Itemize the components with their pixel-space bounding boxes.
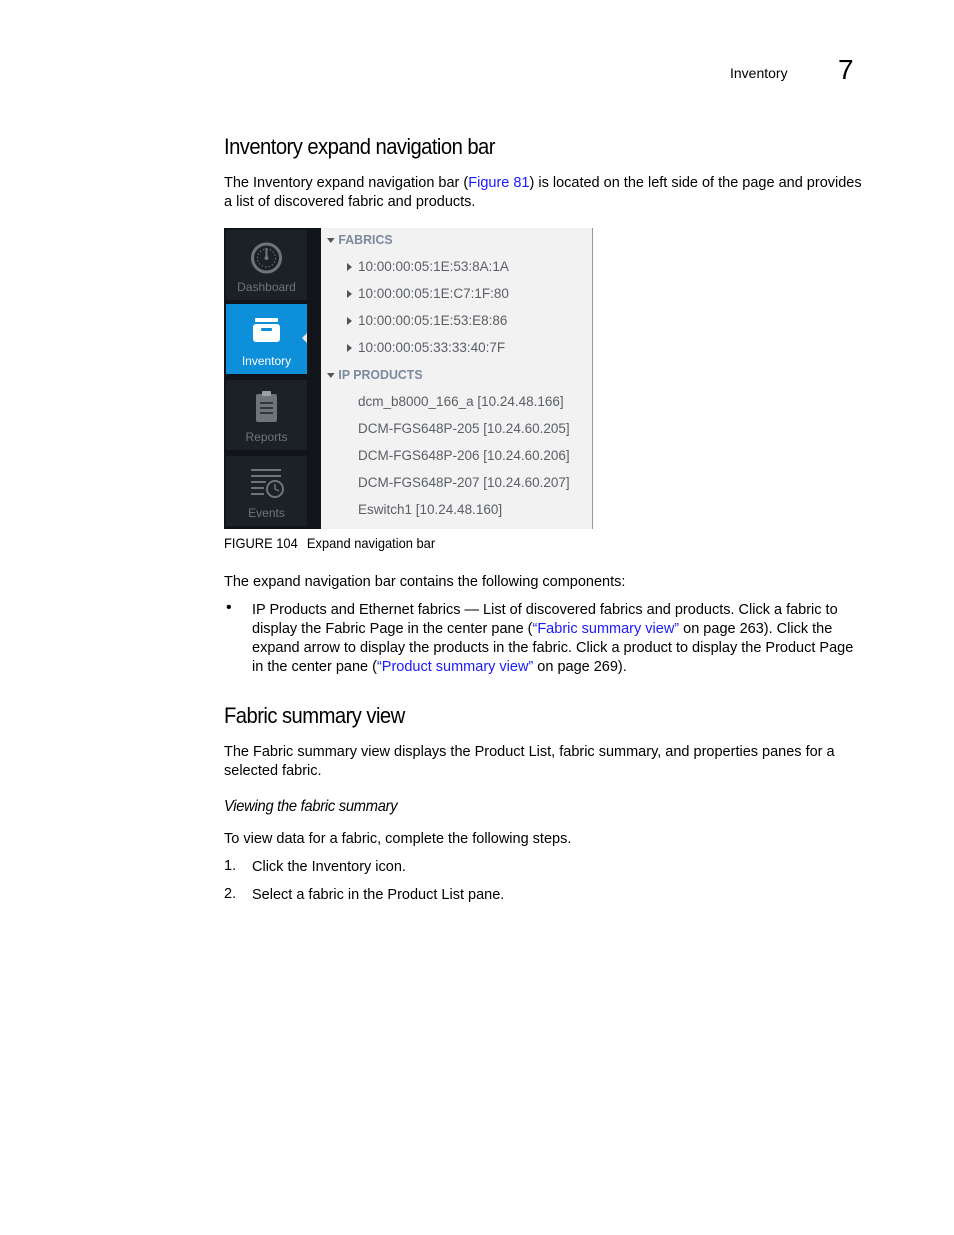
- expand-right-icon: [347, 344, 352, 352]
- clipboard-icon: [226, 388, 307, 424]
- section2-line1: The Fabric summary view displays the Product List, fabric summary, and properties panes for a: [224, 744, 835, 760]
- bullet-line3: expand arrow to display the products in the fabric. Click a product to display the Product Page: [252, 640, 854, 656]
- fabric-summary-view-link[interactable]: “Fabric summary view”: [532, 621, 680, 637]
- list-clock-icon: [226, 464, 307, 500]
- product-tree: [321, 228, 593, 529]
- tree-item-product[interactable]: DCM-FGS648P-206 [10.24.60.206]: [358, 448, 570, 463]
- step-text: Select a fabric in the Product List pane.: [252, 887, 505, 903]
- expand-right-icon: [347, 290, 352, 298]
- tree-item-product[interactable]: Eswitch1 [10.24.48.160]: [358, 502, 503, 517]
- nav-inventory[interactable]: [226, 304, 307, 374]
- ip-products-label: IP PRODUCTS: [338, 367, 423, 382]
- section-title-inventory-nav: Inventory expand navigation bar: [224, 134, 495, 159]
- intro-text-post: ) is located on the left side of the page and provides: [529, 175, 862, 191]
- tree-group-fabrics[interactable]: [327, 232, 393, 247]
- nav-dashboard-label: Dashboard: [237, 280, 296, 294]
- nav-reports-label: Reports: [245, 430, 288, 444]
- tree-item-fabric[interactable]: [347, 313, 507, 328]
- bullet-line4-post: on page 269).: [533, 659, 627, 675]
- bullet-line4-pre: in the center pane (: [252, 659, 377, 675]
- fabric-wwn: 10:00:00:05:33:33:40:7F: [358, 340, 506, 355]
- nav-dashboard[interactable]: [226, 230, 307, 300]
- gauge-icon: [226, 238, 307, 274]
- nav-events-label: Events: [248, 506, 285, 520]
- tree-group-ip-products[interactable]: [327, 367, 423, 382]
- bullet-dot: •: [226, 599, 232, 616]
- bullet-text: [252, 601, 882, 677]
- bullet-line1: IP Products and Ethernet fabrics — List of discovered fabrics and products. Click a fabric to: [252, 602, 838, 618]
- fabric-wwn: 10:00:00:05:1E:53:E8:86: [358, 313, 508, 328]
- step-number: 1.: [224, 858, 237, 874]
- nav-reports[interactable]: [226, 380, 307, 450]
- bullet-line2-pre: display the Fabric Page in the center pane (: [252, 621, 533, 637]
- caption-label: FIGURE 104: [224, 535, 298, 551]
- running-header-section: Inventory: [730, 65, 788, 81]
- caption-text: Expand navigation bar: [306, 535, 436, 551]
- inventory-box-icon: [226, 312, 307, 348]
- subsection-title: Viewing the fabric summary: [224, 798, 398, 815]
- section2-intro: [224, 743, 874, 781]
- tree-item-product[interactable]: dcm_b8000_166_a [10.24.48.166]: [358, 394, 564, 409]
- fabric-wwn: 10:00:00:05:1E:C7:1F:80: [358, 286, 509, 301]
- expand-right-icon: [347, 317, 352, 325]
- figure-caption: [224, 535, 435, 551]
- intro-text-pre: The Inventory expand navigation bar (: [224, 175, 469, 191]
- intro-text-line2: a list of discovered fabric and products.: [224, 194, 476, 210]
- chapter-number: 7: [838, 54, 854, 85]
- nav-events[interactable]: [226, 456, 307, 526]
- fabrics-label: FABRICS: [338, 232, 393, 247]
- bullet-line2-post: on page 263). Click the: [679, 621, 833, 637]
- tree-item-fabric[interactable]: [347, 340, 505, 355]
- expand-down-icon: [327, 373, 335, 378]
- active-indicator-icon: [302, 333, 307, 343]
- nav-rail: [224, 228, 321, 529]
- tree-item-fabric[interactable]: [347, 286, 509, 301]
- tree-item-product[interactable]: DCM-FGS648P-207 [10.24.60.207]: [358, 475, 570, 490]
- section2-line2: selected fabric.: [224, 763, 322, 779]
- nav-inventory-label: Inventory: [241, 354, 292, 368]
- product-summary-view-link[interactable]: “Product summary view”: [376, 659, 534, 675]
- figure-81-link[interactable]: Figure 81: [468, 175, 530, 191]
- expand-right-icon: [347, 263, 352, 271]
- expand-down-icon: [327, 238, 335, 243]
- fabric-wwn: 10:00:00:05:1E:53:8A:1A: [358, 259, 509, 274]
- tree-item-product[interactable]: DCM-FGS648P-205 [10.24.60.205]: [358, 421, 570, 436]
- components-intro: The expand navigation bar contains the following components:: [224, 574, 626, 590]
- tree-item-fabric[interactable]: [347, 259, 509, 274]
- step-number: 2.: [224, 886, 237, 902]
- subsection-intro: To view data for a fabric, complete the following steps.: [224, 831, 572, 847]
- section1-intro: [224, 174, 874, 212]
- expand-nav-bar-figure: [224, 228, 593, 529]
- step-text: Click the Inventory icon.: [252, 859, 406, 875]
- section-title-fabric-summary: Fabric summary view: [224, 703, 405, 728]
